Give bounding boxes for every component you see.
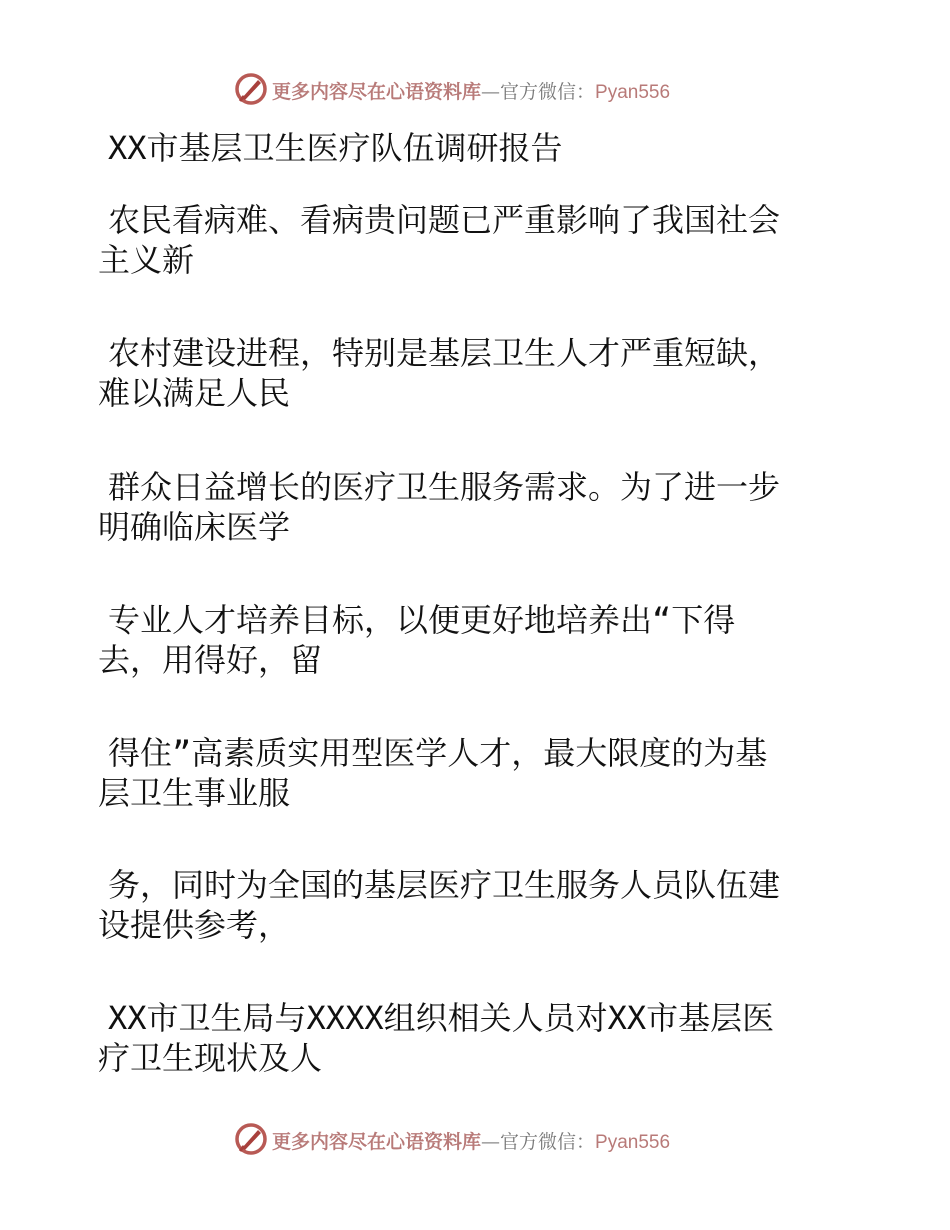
paragraph-line: 得住”高素质实用型医学人才，最大限度的为基 — [108, 734, 768, 772]
document-title: XX市基层卫生医疗队伍调研报告 — [108, 129, 563, 167]
paragraph-line: 疗卫生现状及人 — [98, 1039, 323, 1077]
paragraph — [98, 865, 780, 945]
paragraph-line: 农村建设进程，特别是基层卫生人才严重短缺， — [108, 334, 781, 372]
paragraph-line: 主义新 — [98, 241, 195, 279]
watermark-main-text: 更多内容尽在心语资料库 — [272, 1131, 482, 1153]
paragraph-line: 设提供参考， — [98, 906, 291, 944]
paragraph-line: 农民看病难、看病贵问题已严重影响了我国社会 — [108, 201, 781, 239]
paragraph — [98, 200, 780, 280]
watermark-separator: — — [481, 1131, 501, 1153]
paragraph-line: 专业人才培养目标，以便更好地培养出“下得 — [108, 601, 736, 639]
watermark-banner-bottom — [0, 1122, 950, 1158]
paragraph — [98, 467, 780, 547]
watermark-label: 官方微信： — [500, 81, 596, 103]
paragraph-line: 群众日益增长的医疗卫生服务需求。为了进一步 — [108, 468, 781, 506]
paragraph — [98, 333, 780, 413]
watermark-wechat-id: Pyan556 — [595, 1132, 671, 1153]
paragraph-line: 务，同时为全国的基层医疗卫生服务人员队伍建 — [108, 866, 781, 904]
quill-logo-icon — [234, 1122, 268, 1156]
paragraph-line: 难以满足人民 — [98, 374, 291, 412]
watermark-main-text: 更多内容尽在心语资料库 — [272, 81, 482, 103]
paragraph-line: XX市卫生局与XXXX组织相关人员对XX市基层医 — [108, 999, 775, 1037]
paragraph — [98, 600, 735, 680]
quill-logo-icon — [234, 72, 268, 106]
watermark-label: 官方微信： — [500, 1131, 596, 1153]
paragraph — [98, 733, 767, 813]
watermark-wechat-id: Pyan556 — [595, 82, 671, 103]
paragraph-line: 明确临床医学 — [98, 508, 291, 546]
paragraph-line: 层卫生事业服 — [98, 774, 291, 812]
paragraph — [98, 998, 774, 1078]
watermark-banner-top — [0, 72, 950, 108]
watermark-separator: — — [481, 81, 501, 103]
paragraph-line: 去，用得好，留 — [98, 641, 323, 679]
